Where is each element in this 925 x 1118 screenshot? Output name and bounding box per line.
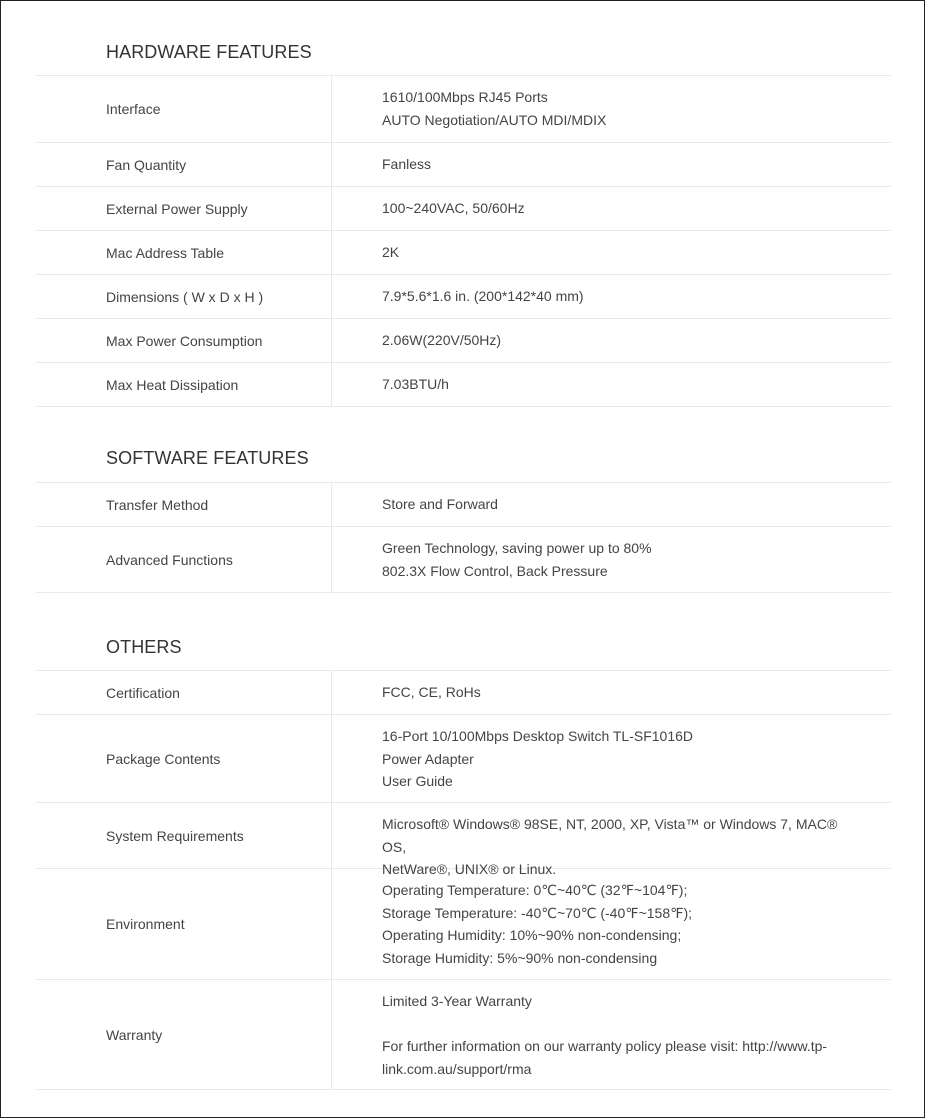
spec-value-line: Fanless [382, 156, 432, 172]
spec-value-line: 2K [382, 244, 400, 260]
spec-value [332, 483, 891, 526]
table-row [36, 231, 891, 275]
spec-value-line: Power Adapter [382, 750, 474, 767]
spec-label: Transfer Method [36, 483, 332, 526]
spec-value-line: 100~240VAC, 50/60Hz [382, 200, 525, 216]
spec-value-line: 2.06W(220V/50Hz) [382, 332, 502, 348]
spec-label: Environment [36, 869, 332, 979]
spec-value-line: Green Technology, saving power up to 80% [382, 540, 652, 556]
spec-value-line: Store and Forward [382, 496, 498, 512]
spec-label: Mac Address Table [36, 231, 332, 274]
spec-value [332, 869, 891, 979]
spec-value-line: 7.03BTU/h [382, 376, 449, 392]
spec-label: Advanced Functions [36, 527, 332, 592]
spec-value-line: AUTO Negotiation/AUTO MDI/MDIX [382, 111, 607, 128]
spec-value-line: Storage Temperature: -40℃~70℃ (-40℉~158℉); [382, 904, 692, 921]
software-features-table [36, 482, 891, 593]
spec-value-line [382, 1013, 851, 1036]
table-row [36, 363, 891, 407]
spec-value-line: 7.9*5.6*1.6 in. (200*142*40 mm) [382, 288, 584, 304]
table-row [36, 319, 891, 363]
table-row [36, 527, 891, 593]
table-row [36, 187, 891, 231]
table-row [36, 483, 891, 527]
spec-value [332, 980, 891, 1089]
table-row [36, 76, 891, 143]
spec-label: Interface [36, 76, 332, 142]
spec-value-line: FCC, CE, RoHs [382, 684, 481, 700]
table-row [36, 275, 891, 319]
table-row [36, 869, 891, 980]
hardware-features-table [36, 75, 891, 407]
table-row [36, 803, 891, 877]
table-row [36, 715, 891, 803]
spec-value [332, 363, 891, 406]
spec-value [332, 231, 891, 274]
spec-value-line: Limited 3-Year Warranty [382, 993, 532, 1009]
spec-value-line: 16-Port 10/100Mbps Desktop Switch TL-SF1016D [382, 728, 694, 744]
spec-label: Certification [36, 671, 332, 714]
spec-value-line: link.com.au/support/rma [382, 1060, 532, 1077]
spec-value-line: Storage Humidity: 5%~90% non-condensing [382, 949, 658, 966]
spec-value-line: 802.3X Flow Control, Back Pressure [382, 562, 608, 579]
spec-value-line: NetWare®, UNIX® or Linux. [382, 861, 557, 877]
spec-value [332, 187, 891, 230]
others-table [36, 670, 891, 1090]
spec-value [332, 319, 891, 362]
spec-value [332, 76, 891, 142]
table-row [36, 980, 891, 1090]
spec-value-line: Microsoft® Windows® 98SE, NT, 2000, XP, Vista™ or Windows 7, MAC® OS, [382, 816, 842, 855]
section-title-hardware: HARDWARE FEATURES [106, 42, 312, 62]
spec-label: Package Contents [36, 715, 332, 802]
spec-value-line: Operating Temperature: 0℃~40℃ (32℉~104℉); [382, 882, 688, 898]
table-row [36, 671, 891, 715]
spec-value-line: For further information on our warranty policy please visit: http://www.tp- [382, 1038, 828, 1054]
spec-label: System Requirements [36, 803, 332, 868]
spec-label: External Power Supply [36, 187, 332, 230]
spec-value [332, 803, 891, 877]
spec-label: Dimensions ( W x D x H ) [36, 275, 332, 318]
spec-value [332, 275, 891, 318]
section-title-software: SOFTWARE FEATURES [106, 448, 309, 468]
spec-value [332, 527, 891, 592]
spec-value-line: User Guide [382, 773, 453, 789]
section-title-others: OTHERS [106, 637, 182, 657]
spec-label: Max Heat Dissipation [36, 363, 332, 406]
spec-value [332, 143, 891, 186]
spec-value-line: Operating Humidity: 10%~90% non-condensing; [382, 927, 682, 943]
spec-value [332, 671, 891, 714]
spec-value [332, 715, 891, 802]
spec-value-line: 1610/100Mbps RJ45 Ports [382, 89, 548, 105]
spec-label: Fan Quantity [36, 143, 332, 186]
spec-label: Warranty [36, 980, 332, 1089]
spec-label: Max Power Consumption [36, 319, 332, 362]
table-row [36, 143, 891, 187]
